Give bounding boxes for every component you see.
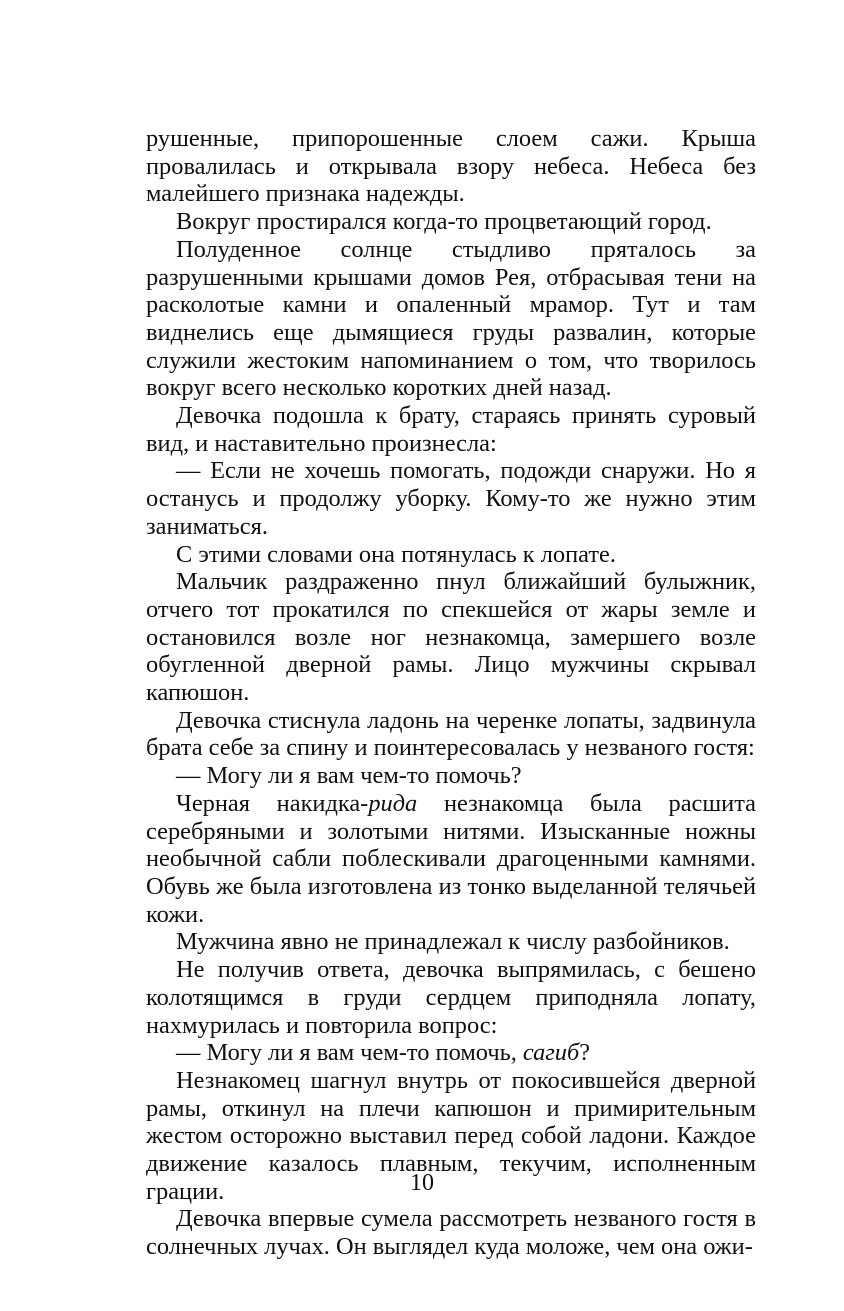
text-run: незнакомца была расшита серебряными и золотыми нитями. Изысканные ножны необычной сабли поблескивали драгоценными камнями. Обувь же была изготовлена из тонко выделанной телячьей кожи. <box>146 789 756 928</box>
paragraph: Мужчина явно не принадлежал к числу разбойников. <box>176 928 730 956</box>
text-run: ? <box>579 1039 591 1067</box>
paragraph: Девочка стиснула ладонь на черенке лопаты, задвинула брата себе за спину и поинтересовалась у незваного гостя: <box>146 706 756 762</box>
paragraph: рушенные, припорошенные слоем сажи. Крыша провалилась и открывала взору небеса. Небеса без малейшего признака надежды. <box>146 125 756 208</box>
italic-term: сагиб <box>522 1039 580 1067</box>
italic-term: рида <box>368 789 418 817</box>
paragraph: Вокруг простирался когда-то процветающий город. <box>176 208 712 236</box>
page-number: 10 <box>410 1170 434 1196</box>
paragraph: Девочка подошла к брату, стараясь принять суровый вид, и наставительно произнесла: <box>146 402 756 457</box>
text-run: — Могу ли я вам чем-то помочь, <box>176 1039 523 1067</box>
paragraph: С этими словами она потянулась к лопате. <box>176 540 616 568</box>
dialogue-paragraph: — Могу ли я вам чем-то помочь? <box>176 762 522 790</box>
paragraph: Не получив ответа, девочка выпрямилась, с бешено колотящимся в груди сердцем приподняла лопату, нахмурилась и повторила вопрос: <box>146 956 756 1039</box>
body-text <box>146 125 756 1261</box>
dialogue-paragraph <box>146 1039 756 1067</box>
paragraph: Незнакомец шагнул внутрь от покосившейся дверной рамы, откинул на плечи капюшон и примирительным жестом осторожно выставил перед собой ладони. Каждое движение казалось плавным, текучим, исполненным грации. <box>146 1066 756 1205</box>
paragraph: Мальчик раздраженно пнул ближайший булыжник, отчего тот прокатился по спекшейся от жары земле и остановился возле ног незнакомца, замершего возле обугленной дверной рамы. Лицо мужчины скрывал капюшон. <box>146 568 756 707</box>
text-run: Черная накидка- <box>176 789 369 817</box>
paragraph: Полуденное солнце стыдливо пряталось за разрушенными крышами домов Рея, отбрасывая тени на расколотые камни и опаленный мрамор. Тут и там виднелись еще дымящиеся груды развалин, которые служили жестоким напоминанием о том, что творилось вокруг всего несколько коротких дней назад. <box>146 235 756 402</box>
dialogue-paragraph: — Если не хочешь помогать, подожди снаружи. Но я останусь и продолжу уборку. Кому-то же нужно этим заниматься. <box>146 457 756 540</box>
paragraph: Девочка впервые сумела рассмотреть незваного гостя в солнечных лучах. Он выглядел куда моложе, чем она ожи- <box>146 1205 756 1261</box>
paragraph <box>146 790 756 929</box>
